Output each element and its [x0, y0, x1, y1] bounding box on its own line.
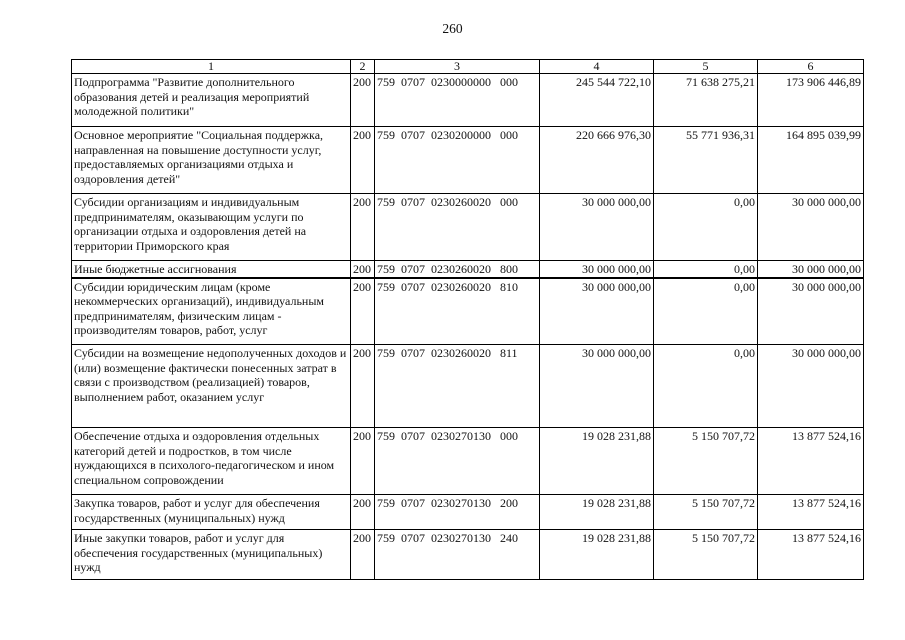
- row-col5: 71 638 275,21: [654, 74, 758, 127]
- budget-table: [71, 59, 864, 580]
- table-row: [72, 127, 864, 194]
- table-row: [72, 74, 864, 127]
- row-col6: 30 000 000,00: [758, 261, 864, 278]
- table-row: [72, 194, 864, 261]
- row-col4: 30 000 000,00: [540, 194, 654, 261]
- row-code: 759 0707 0230260020 000: [375, 194, 540, 261]
- row-code: 759 0707 0230000000 000: [375, 74, 540, 127]
- row-name: Подпрограмма "Развитие дополнительного образования детей и реализация мероприятий молодежной политики": [72, 74, 351, 127]
- row-col5: 5 150 707,72: [654, 495, 758, 530]
- row-name: Иные закупки товаров, работ и услуг для обеспечения государственных (муниципальных) нужд: [72, 530, 351, 580]
- row-code: 759 0707 0230270130 200: [375, 495, 540, 530]
- row-col4: 19 028 231,88: [540, 428, 654, 495]
- row-name: Субсидии на возмещение недополученных доходов и (или) возмещение фактически понесенных затрат в связи с производством (реализацией) товаров, выполнением работ, оказанием услуг: [72, 345, 351, 428]
- row-col4: 30 000 000,00: [540, 345, 654, 428]
- row-gr: 200: [351, 261, 375, 278]
- row-col5: 0,00: [654, 278, 758, 345]
- row-col4: 19 028 231,88: [540, 530, 654, 580]
- row-col6: 30 000 000,00: [758, 278, 864, 345]
- row-code: 759 0707 0230260020 800: [375, 261, 540, 278]
- row-gr: 200: [351, 530, 375, 580]
- table-row: [72, 345, 864, 428]
- row-col6: 164 895 039,99: [758, 127, 864, 194]
- row-name: Субсидии юридическим лицам (кроме некоммерческих организаций), индивидуальным предпринимателям, физическим лицам - производителям товаров, работ, услуг: [72, 278, 351, 345]
- row-gr: 200: [351, 345, 375, 428]
- row-gr: 200: [351, 194, 375, 261]
- row-name: Закупка товаров, работ и услуг для обеспечения государственных (муниципальных) нужд: [72, 495, 351, 530]
- row-col4: 220 666 976,30: [540, 127, 654, 194]
- table-row: [72, 278, 864, 345]
- row-code: 759 0707 0230200000 000: [375, 127, 540, 194]
- row-col4: 19 028 231,88: [540, 495, 654, 530]
- row-col6: 30 000 000,00: [758, 194, 864, 261]
- row-name: Обеспечение отдыха и оздоровления отдельных категорий детей и подростков, в том числе нуждающихся в психолого-педагогическом и ином специальном сопровождении: [72, 428, 351, 495]
- page-number: 260: [442, 21, 463, 36]
- row-col4: 245 544 722,10: [540, 74, 654, 127]
- row-name: Субсидии организациям и индивидуальным предпринимателям, оказывающим услуги по организации отдыха и оздоровления детей на территории Приморского края: [72, 194, 351, 261]
- row-gr: 200: [351, 74, 375, 127]
- table-header-row: [72, 60, 864, 74]
- row-code: 759 0707 0230260020 811: [375, 345, 540, 428]
- row-col5: 0,00: [654, 261, 758, 278]
- row-col5: 5 150 707,72: [654, 428, 758, 495]
- row-col4: 30 000 000,00: [540, 261, 654, 278]
- row-col5: 5 150 707,72: [654, 530, 758, 580]
- table-row: [72, 261, 864, 278]
- row-col6: 13 877 524,16: [758, 428, 864, 495]
- row-code: 759 0707 0230260020 810: [375, 278, 540, 345]
- row-col4: 30 000 000,00: [540, 278, 654, 345]
- row-name: Иные бюджетные ассигнования: [72, 261, 351, 278]
- row-code: 759 0707 0230270130 000: [375, 428, 540, 495]
- row-col5: 0,00: [654, 194, 758, 261]
- row-col6: 30 000 000,00: [758, 345, 864, 428]
- column-header: 6: [758, 60, 864, 74]
- row-gr: 200: [351, 428, 375, 495]
- row-col6: 173 906 446,89: [758, 74, 864, 127]
- column-header: 1: [72, 60, 351, 74]
- row-col6: 13 877 524,16: [758, 530, 864, 580]
- row-name: Основное мероприятие "Социальная поддержка, направленная на повышение доступности услуг, предоставляемых организациями отдыха и оздоровления детей": [72, 127, 351, 194]
- row-col5: 0,00: [654, 345, 758, 428]
- row-gr: 200: [351, 127, 375, 194]
- column-header: 2: [351, 60, 375, 74]
- table-row: [72, 428, 864, 495]
- column-header: 4: [540, 60, 654, 74]
- column-header: 3: [375, 60, 540, 74]
- row-gr: 200: [351, 495, 375, 530]
- row-code: 759 0707 0230270130 240: [375, 530, 540, 580]
- table-row: [72, 495, 864, 530]
- column-header: 5: [654, 60, 758, 74]
- row-col6: 13 877 524,16: [758, 495, 864, 530]
- table-row: [72, 530, 864, 580]
- row-gr: 200: [351, 278, 375, 345]
- row-col5: 55 771 936,31: [654, 127, 758, 194]
